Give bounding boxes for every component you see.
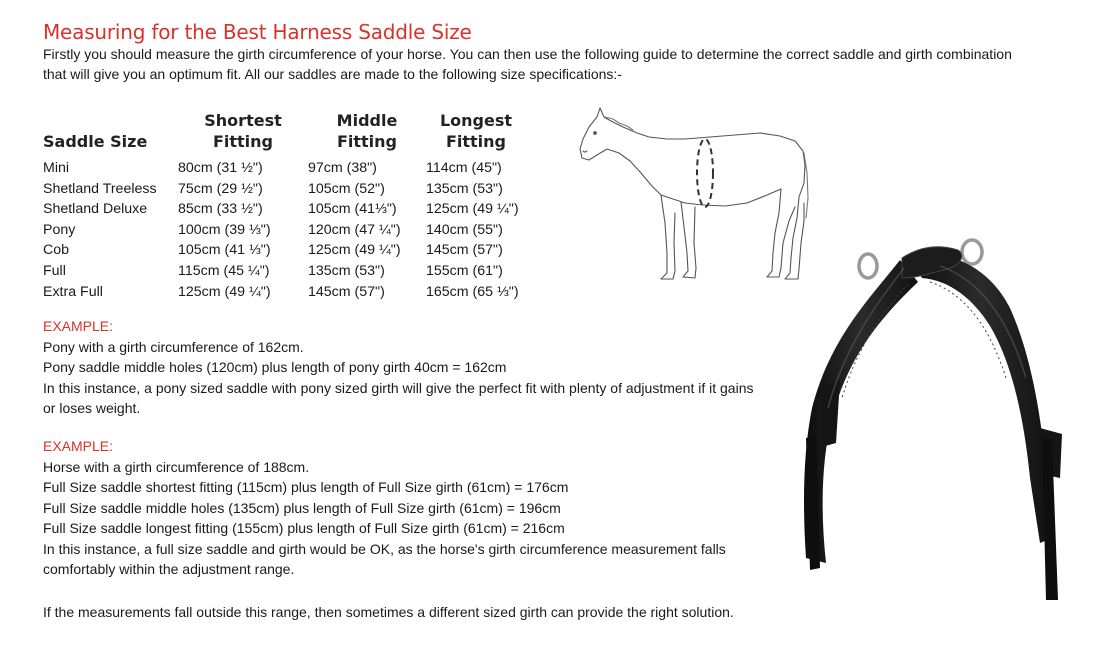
example-1-line: or loses weight. [43,400,141,416]
header-longest-fitting: Longest Fitting [439,111,513,151]
example-2-line: Full Size saddle middle holes (135cm) plus length of Full Size girth (61cm) = 196cm [43,499,561,516]
middle-cell: 135cm (53") [308,262,385,279]
example-2-line: Full Size saddle shortest fitting (115cm) plus length of Full Size girth (61cm) = 176cm [43,479,569,495]
longest-cell: 114cm (45") [426,160,502,176]
page-title: Measuring for the Best Harness Saddle Size [43,20,472,45]
horse-girth-illustration [575,103,810,288]
longest-cell: 140cm (55") [426,221,503,238]
header-middle-fitting: Middle Fitting [336,111,398,151]
example-2-line: Horse with a girth circumference of 188cm. [43,458,310,475]
table-row [43,199,526,220]
table-header-row [43,110,526,152]
table-row [43,240,526,261]
middle-cell: 105cm (52") [308,180,385,197]
header-saddle-size: Saddle Size [43,132,148,151]
example-2-line: Full Size saddle longest fitting (155cm) plus length of Full Size girth (61cm) = 216cm [43,520,565,536]
shortest-cell: 75cm (29 ½") [178,180,263,197]
longest-cell: 145cm (57") [426,242,503,259]
shortest-cell: 85cm (33 ½") [178,201,263,218]
middle-cell: 97cm (38") [308,160,377,176]
longest-cell: 155cm (61") [426,262,503,279]
example-1-line: Pony saddle middle holes (120cm) plus length of pony girth 40cm = 162cm [43,359,507,375]
table-row [43,158,526,179]
size-name-cell: Shetland Deluxe [43,201,148,218]
intro-line-1: Firstly you should measure the girth circumference of your horse. You can then use the following guide to determine the correct saddle and girth combination [43,46,1012,62]
intro-line-2: that will give you an optimum fit. All our saddles are made to the following size specifications:- [43,66,622,82]
table-row [43,282,526,303]
longest-cell: 125cm (49 ¼") [426,201,519,218]
example-2 [43,436,773,580]
shortest-cell: 100cm (39 ⅓") [178,221,271,238]
size-name-cell: Shetland Treeless [43,180,157,197]
example-2-line: In this instance, a full size saddle and girth would be OK, as the horse's girth circumference measurement falls [43,540,726,557]
middle-cell: 120cm (47 ¼") [308,221,401,238]
header-shortest-fitting: Shortest Fitting [204,111,282,151]
longest-cell: 135cm (53") [426,180,503,197]
table-row [43,261,526,282]
shortest-cell: 105cm (41 ⅓") [178,242,271,259]
shortest-cell: 125cm (49 ¼") [178,283,271,300]
intro-text [43,44,1053,84]
size-name-cell: Cob [43,242,70,259]
example-1-label: EXAMPLE: [43,318,114,334]
middle-cell: 105cm (41⅓") [308,201,397,218]
shortest-cell: 80cm (31 ½") [178,160,263,176]
saddle-size-table [43,110,526,302]
table-row [43,179,526,200]
table-row [43,220,526,241]
middle-cell: 125cm (49 ¼") [308,242,401,259]
size-name-cell: Pony [43,221,76,238]
example-1-line: In this instance, a pony sized saddle with pony sized girth will give the perfect fit with plenty of adjustment if it gains [43,379,754,396]
example-2-label: EXAMPLE: [43,438,114,454]
example-1-line: Pony with a girth circumference of 162cm. [43,338,304,355]
footer-note: If the measurements fall outside this range, then sometimes a different sized girth can provide the right solution. [43,604,734,620]
example-2-line: comfortably within the adjustment range. [43,561,295,577]
harness-saddle-image [790,238,1090,603]
shortest-cell: 115cm (45 ¼") [178,262,270,279]
size-name-cell: Full [43,262,66,279]
size-name-cell: Mini [43,160,70,176]
middle-cell: 145cm (57") [308,283,385,300]
longest-cell: 165cm (65 ⅓") [426,283,519,300]
size-name-cell: Extra Full [43,283,103,300]
example-1 [43,316,773,419]
